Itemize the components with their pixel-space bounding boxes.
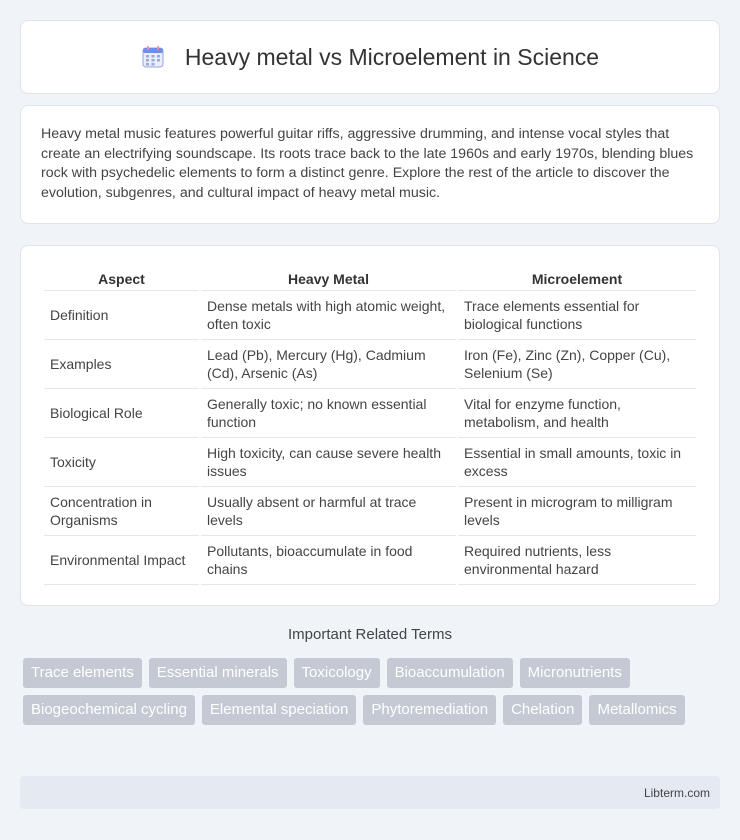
related-term-tag[interactable]: Biogeochemical cycling xyxy=(23,695,195,725)
table-row xyxy=(44,487,696,536)
related-term-tag[interactable]: Phytoremediation xyxy=(363,695,496,725)
column-header: Aspect xyxy=(44,266,199,291)
header-card xyxy=(20,20,720,94)
related-term-tag[interactable]: Metallomics xyxy=(589,695,684,725)
table-cell: Usually absent or harmful at trace levels xyxy=(201,487,456,536)
table-row xyxy=(44,438,696,487)
related-term-tag[interactable]: Elemental speciation xyxy=(202,695,356,725)
related-term-tag[interactable]: Trace elements xyxy=(23,658,142,688)
table-cell: Examples xyxy=(44,340,199,389)
intro-text: Heavy metal music features powerful guitar riffs, aggressive drumming, and intense vocal styles that create an electrifying soundscape. Its roots trace back to the late 1960s and early 1970s, blending blues rock with psychedelic elements to form a distinct genre. Explore the rest of the article to discover the evolution, subgenres, and cultural impact of heavy metal music. xyxy=(41,126,694,201)
comparison-table xyxy=(42,266,698,585)
intro-card xyxy=(20,105,720,224)
related-terms-list xyxy=(23,658,723,725)
table-cell: Required nutrients, less environmental hazard xyxy=(458,536,696,585)
column-header: Heavy Metal xyxy=(201,266,456,291)
table-cell: Dense metals with high atomic weight, often toxic xyxy=(201,291,456,340)
column-header: Microelement xyxy=(458,266,696,291)
table-cell: Biological Role xyxy=(44,389,199,438)
related-term-tag[interactable]: Toxicology xyxy=(294,658,380,688)
table-cell: Definition xyxy=(44,291,199,340)
related-term-tag[interactable]: Micronutrients xyxy=(520,658,630,688)
page-title: Heavy metal vs Microelement in Science xyxy=(184,43,600,70)
footer-link[interactable]: Libterm.com xyxy=(643,785,710,800)
related-term-tag[interactable]: Bioaccumulation xyxy=(387,658,513,688)
table-cell: Generally toxic; no known essential function xyxy=(201,389,456,438)
related-term-tag[interactable]: Essential minerals xyxy=(149,658,287,688)
table-header-row xyxy=(44,266,696,291)
table-cell: Toxicity xyxy=(44,438,199,487)
related-terms-title: Important Related Terms xyxy=(288,626,452,643)
table-cell: Lead (Pb), Mercury (Hg), Cadmium (Cd), Arsenic (As) xyxy=(201,340,456,389)
table-cell: Present in microgram to milligram levels xyxy=(458,487,696,536)
table-row xyxy=(44,291,696,340)
table-cell: Essential in small amounts, toxic in excess xyxy=(458,438,696,487)
table-cell: Concentration in Organisms xyxy=(44,487,199,536)
footer xyxy=(20,776,720,809)
table-cell: Vital for enzyme function, metabolism, and health xyxy=(458,389,696,438)
comparison-table-card xyxy=(20,245,720,606)
table-cell: Iron (Fe), Zinc (Zn), Copper (Cu), Selenium (Se) xyxy=(458,340,696,389)
table-cell: High toxicity, can cause severe health issues xyxy=(201,438,456,487)
table-cell: Trace elements essential for biological functions xyxy=(458,291,696,340)
table-cell: Pollutants, bioaccumulate in food chains xyxy=(201,536,456,585)
table-row xyxy=(44,389,696,438)
calendar-icon xyxy=(141,45,165,69)
table-row xyxy=(44,340,696,389)
related-term-tag[interactable]: Chelation xyxy=(503,695,582,725)
table-cell: Environmental Impact xyxy=(44,536,199,585)
table-row xyxy=(44,536,696,585)
